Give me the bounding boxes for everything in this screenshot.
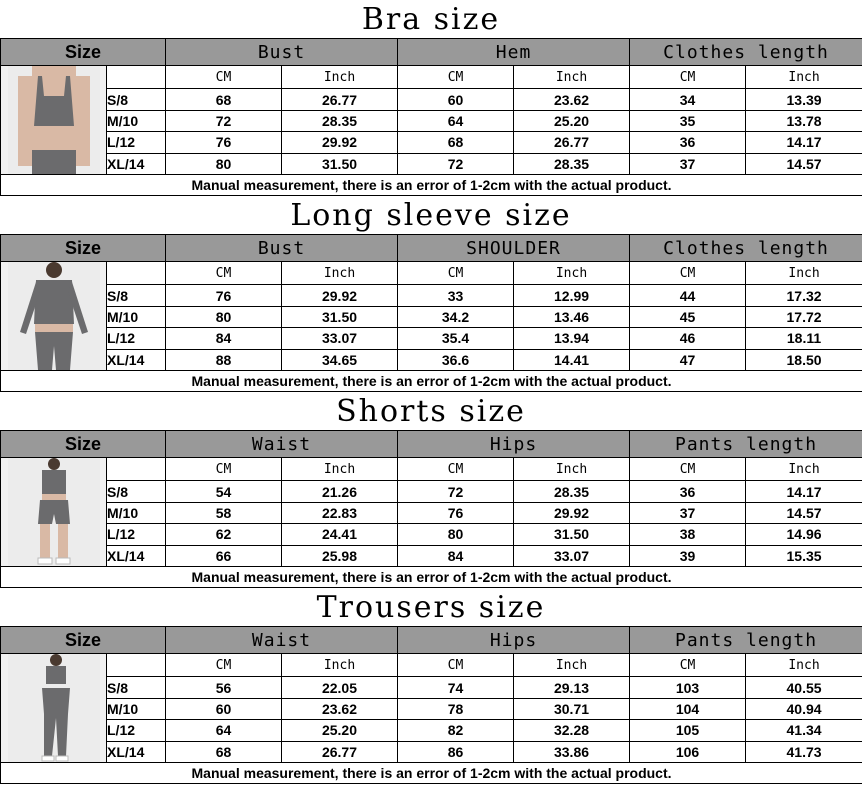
sports-bra-model-photo xyxy=(8,66,100,174)
unit-row xyxy=(1,458,862,481)
measurement-value-cell: 14.17 xyxy=(746,481,862,502)
measurement-value-cell: 31.50 xyxy=(514,524,630,545)
measurement-header-cell: Bust xyxy=(166,39,398,66)
measurement-value-cell: 68 xyxy=(166,741,282,762)
unit-label-cell: Inch xyxy=(746,262,862,285)
size-label-cell: S/8 xyxy=(107,481,166,502)
size-label-cell: S/8 xyxy=(107,677,166,698)
table-row xyxy=(1,741,862,762)
measurement-header-cell: Bust xyxy=(166,235,398,262)
long-sleeve-model-photo xyxy=(8,262,100,370)
measurement-value-cell: 36 xyxy=(630,132,746,153)
measurement-value-cell: 33.07 xyxy=(282,328,398,349)
measurement-value-cell: 33.07 xyxy=(514,545,630,566)
measurement-value-cell: 29.92 xyxy=(282,285,398,306)
measurement-value-cell: 72 xyxy=(398,481,514,502)
measurement-value-cell: 35 xyxy=(630,110,746,131)
size-table xyxy=(0,626,862,784)
head xyxy=(48,458,60,470)
table-row xyxy=(1,110,862,131)
measurement-value-cell: 41.73 xyxy=(746,741,862,762)
measurement-note: Manual measurement, there is an error of 1-2cm with the actual product. xyxy=(1,763,862,784)
measurement-value-cell: 26.77 xyxy=(282,741,398,762)
size-label-cell: XL/14 xyxy=(107,153,166,174)
product-photo-cell xyxy=(1,458,107,567)
measurement-value-cell: 32.28 xyxy=(514,720,630,741)
measurement-value-cell: 28.35 xyxy=(282,110,398,131)
measurement-value-cell: 25.20 xyxy=(282,720,398,741)
size-header-cell: Size xyxy=(1,39,166,66)
measurement-value-cell: 14.57 xyxy=(746,502,862,523)
table-row xyxy=(1,502,862,523)
measurement-value-cell: 46 xyxy=(630,328,746,349)
note-row xyxy=(1,175,862,196)
measurement-value-cell: 76 xyxy=(166,285,282,306)
size-section xyxy=(0,588,862,784)
measurement-value-cell: 17.72 xyxy=(746,306,862,327)
table-header-row xyxy=(1,39,862,66)
measurement-value-cell: 60 xyxy=(166,698,282,719)
measurement-value-cell: 31.50 xyxy=(282,153,398,174)
measurement-value-cell: 34.2 xyxy=(398,306,514,327)
table-row xyxy=(1,677,862,698)
measurement-value-cell: 37 xyxy=(630,502,746,523)
unit-label-cell: Inch xyxy=(746,66,862,89)
unit-label-cell: CM xyxy=(630,458,746,481)
measurement-value-cell: 104 xyxy=(630,698,746,719)
measurement-value-cell: 30.71 xyxy=(514,698,630,719)
unit-label-cell: CM xyxy=(398,654,514,677)
measurement-value-cell: 84 xyxy=(398,545,514,566)
measurement-value-cell: 37 xyxy=(630,153,746,174)
unit-label-cell: CM xyxy=(630,654,746,677)
size-label-cell: L/12 xyxy=(107,720,166,741)
unit-blank-cell xyxy=(107,262,166,285)
head xyxy=(50,654,62,666)
measurement-value-cell: 68 xyxy=(398,132,514,153)
leggings-waistband xyxy=(32,150,76,174)
table-row xyxy=(1,481,862,502)
size-label-cell: L/12 xyxy=(107,328,166,349)
size-label-cell: L/12 xyxy=(107,132,166,153)
measurement-value-cell: 26.77 xyxy=(514,132,630,153)
shorts-model-photo xyxy=(8,458,100,566)
measurement-value-cell: 82 xyxy=(398,720,514,741)
measurement-value-cell: 80 xyxy=(398,524,514,545)
table-row xyxy=(1,720,862,741)
size-table xyxy=(0,234,862,392)
measurement-value-cell: 34.65 xyxy=(282,349,398,370)
left-sneaker xyxy=(42,756,54,761)
unit-label-cell: Inch xyxy=(514,262,630,285)
size-label-cell: M/10 xyxy=(107,306,166,327)
measurement-value-cell: 54 xyxy=(166,481,282,502)
measurement-value-cell: 35.4 xyxy=(398,328,514,349)
unit-blank-cell xyxy=(107,654,166,677)
measurement-value-cell: 45 xyxy=(630,306,746,327)
measurement-value-cell: 25.20 xyxy=(514,110,630,131)
unit-label-cell: Inch xyxy=(514,458,630,481)
measurement-value-cell: 62 xyxy=(166,524,282,545)
measurement-value-cell: 105 xyxy=(630,720,746,741)
size-label-cell: XL/14 xyxy=(107,545,166,566)
unit-label-cell: Inch xyxy=(282,654,398,677)
measurement-value-cell: 56 xyxy=(166,677,282,698)
measurement-value-cell: 44 xyxy=(630,285,746,306)
size-table xyxy=(0,430,862,588)
measurement-value-cell: 13.78 xyxy=(746,110,862,131)
unit-label-cell: CM xyxy=(166,66,282,89)
unit-blank-cell xyxy=(107,458,166,481)
head xyxy=(46,262,62,278)
measurement-value-cell: 25.98 xyxy=(282,545,398,566)
measurement-value-cell: 21.26 xyxy=(282,481,398,502)
measurement-value-cell: 36.6 xyxy=(398,349,514,370)
unit-label-cell: CM xyxy=(630,66,746,89)
bra-top-shape xyxy=(42,470,66,494)
measurement-value-cell: 80 xyxy=(166,306,282,327)
unit-blank-cell xyxy=(107,66,166,89)
measurement-value-cell: 68 xyxy=(166,89,282,110)
unit-label-cell: CM xyxy=(398,458,514,481)
table-header-row xyxy=(1,627,862,654)
measurement-value-cell: 23.62 xyxy=(282,698,398,719)
measurement-value-cell: 88 xyxy=(166,349,282,370)
measurement-value-cell: 84 xyxy=(166,328,282,349)
trousers-model-photo xyxy=(8,654,100,762)
measurement-value-cell: 103 xyxy=(630,677,746,698)
measurement-value-cell: 22.05 xyxy=(282,677,398,698)
unit-label-cell: Inch xyxy=(746,654,862,677)
measurement-value-cell: 72 xyxy=(166,110,282,131)
size-section xyxy=(0,392,862,588)
right-leg xyxy=(58,524,68,558)
measurement-value-cell: 18.50 xyxy=(746,349,862,370)
unit-label-cell: CM xyxy=(166,262,282,285)
table-header-row xyxy=(1,235,862,262)
measurement-value-cell: 39 xyxy=(630,545,746,566)
measurement-value-cell: 40.94 xyxy=(746,698,862,719)
note-row xyxy=(1,763,862,784)
size-label-cell: M/10 xyxy=(107,698,166,719)
size-label-cell: M/10 xyxy=(107,502,166,523)
measurement-value-cell: 106 xyxy=(630,741,746,762)
measurement-header-cell: SHOULDER xyxy=(398,235,630,262)
table-row xyxy=(1,698,862,719)
measurement-value-cell: 14.96 xyxy=(746,524,862,545)
measurement-value-cell: 15.35 xyxy=(746,545,862,566)
measurement-value-cell: 22.83 xyxy=(282,502,398,523)
measurement-value-cell: 74 xyxy=(398,677,514,698)
unit-label-cell: Inch xyxy=(282,262,398,285)
size-header-cell: Size xyxy=(1,235,166,262)
bra-top-shape xyxy=(46,666,66,684)
unit-label-cell: Inch xyxy=(746,458,862,481)
size-label-cell: XL/14 xyxy=(107,741,166,762)
product-photo-cell xyxy=(1,66,107,175)
measurement-value-cell: 13.39 xyxy=(746,89,862,110)
midriff xyxy=(42,494,66,500)
measurement-value-cell: 29.92 xyxy=(282,132,398,153)
measurement-value-cell: 23.62 xyxy=(514,89,630,110)
size-label-cell: S/8 xyxy=(107,89,166,110)
right-arm xyxy=(76,76,90,166)
measurement-header-cell: Pants length xyxy=(630,431,862,458)
note-row xyxy=(1,371,862,392)
table-row xyxy=(1,132,862,153)
size-label-cell: L/12 xyxy=(107,524,166,545)
measurement-header-cell: Pants length xyxy=(630,627,862,654)
section-title: Shorts size xyxy=(336,394,526,429)
product-photo-cell xyxy=(1,262,107,371)
unit-label-cell: Inch xyxy=(514,66,630,89)
right-sneaker xyxy=(56,558,70,564)
measurement-value-cell: 12.99 xyxy=(514,285,630,306)
unit-label-cell: Inch xyxy=(282,458,398,481)
measurement-value-cell: 18.11 xyxy=(746,328,862,349)
measurement-value-cell: 13.94 xyxy=(514,328,630,349)
size-label-cell: M/10 xyxy=(107,110,166,131)
measurement-value-cell: 47 xyxy=(630,349,746,370)
table-row xyxy=(1,89,862,110)
measurement-value-cell: 64 xyxy=(166,720,282,741)
measurement-value-cell: 60 xyxy=(398,89,514,110)
table-row xyxy=(1,524,862,545)
size-header-cell: Size xyxy=(1,431,166,458)
measurement-value-cell: 33 xyxy=(398,285,514,306)
measurement-value-cell: 17.32 xyxy=(746,285,862,306)
left-arm xyxy=(18,76,32,166)
size-section xyxy=(0,196,862,392)
measurement-value-cell: 29.92 xyxy=(514,502,630,523)
left-leg xyxy=(40,524,50,558)
table-row xyxy=(1,285,862,306)
table-header-row xyxy=(1,431,862,458)
size-label-cell: S/8 xyxy=(107,285,166,306)
size-table xyxy=(0,38,862,196)
unit-label-cell: Inch xyxy=(282,66,398,89)
measurement-value-cell: 72 xyxy=(398,153,514,174)
measurement-value-cell: 28.35 xyxy=(514,481,630,502)
measurement-value-cell: 26.77 xyxy=(282,89,398,110)
size-section xyxy=(0,0,862,196)
measurement-header-cell: Clothes length xyxy=(630,39,862,66)
unit-label-cell: Inch xyxy=(514,654,630,677)
measurement-value-cell: 64 xyxy=(398,110,514,131)
unit-row xyxy=(1,262,862,285)
table-row xyxy=(1,545,862,566)
section-title: Trousers size xyxy=(316,590,546,625)
measurement-value-cell: 36 xyxy=(630,481,746,502)
measurement-value-cell: 66 xyxy=(166,545,282,566)
unit-label-cell: CM xyxy=(166,654,282,677)
right-sneaker xyxy=(56,756,68,761)
long-sleeve-top-shape xyxy=(34,280,74,324)
unit-row xyxy=(1,66,862,89)
measurement-value-cell: 24.41 xyxy=(282,524,398,545)
measurement-header-cell: Clothes length xyxy=(630,235,862,262)
measurement-note: Manual measurement, there is an error of 1-2cm with the actual product. xyxy=(1,371,862,392)
measurement-value-cell: 33.86 xyxy=(514,741,630,762)
measurement-value-cell: 86 xyxy=(398,741,514,762)
unit-label-cell: CM xyxy=(398,262,514,285)
measurement-value-cell: 40.55 xyxy=(746,677,862,698)
measurement-value-cell: 76 xyxy=(166,132,282,153)
measurement-value-cell: 78 xyxy=(398,698,514,719)
measurement-header-cell: Hips xyxy=(398,431,630,458)
measurement-value-cell: 76 xyxy=(398,502,514,523)
note-row xyxy=(1,567,862,588)
table-row xyxy=(1,328,862,349)
section-title: Long sleeve size xyxy=(290,198,572,233)
measurement-header-cell: Hips xyxy=(398,627,630,654)
measurement-value-cell: 80 xyxy=(166,153,282,174)
measurement-value-cell: 14.57 xyxy=(746,153,862,174)
table-row xyxy=(1,153,862,174)
unit-label-cell: CM xyxy=(398,66,514,89)
measurement-value-cell: 29.13 xyxy=(514,677,630,698)
measurement-note: Manual measurement, there is an error of 1-2cm with the actual product. xyxy=(1,175,862,196)
product-photo-cell xyxy=(1,654,107,763)
measurement-value-cell: 14.17 xyxy=(746,132,862,153)
size-header-cell: Size xyxy=(1,627,166,654)
measurement-value-cell: 41.34 xyxy=(746,720,862,741)
midriff xyxy=(35,324,73,332)
measurement-value-cell: 14.41 xyxy=(514,349,630,370)
unit-row xyxy=(1,654,862,677)
measurement-value-cell: 58 xyxy=(166,502,282,523)
measurement-header-cell: Waist xyxy=(166,431,398,458)
measurement-value-cell: 38 xyxy=(630,524,746,545)
measurement-note: Manual measurement, there is an error of 1-2cm with the actual product. xyxy=(1,567,862,588)
measurement-value-cell: 13.46 xyxy=(514,306,630,327)
section-title: Bra size xyxy=(361,2,501,37)
measurement-header-cell: Waist xyxy=(166,627,398,654)
measurement-value-cell: 34 xyxy=(630,89,746,110)
table-row xyxy=(1,306,862,327)
unit-label-cell: CM xyxy=(630,262,746,285)
table-row xyxy=(1,349,862,370)
measurement-value-cell: 28.35 xyxy=(514,153,630,174)
left-sneaker xyxy=(38,558,52,564)
measurement-value-cell: 31.50 xyxy=(282,306,398,327)
size-label-cell: XL/14 xyxy=(107,349,166,370)
unit-label-cell: CM xyxy=(166,458,282,481)
measurement-header-cell: Hem xyxy=(398,39,630,66)
